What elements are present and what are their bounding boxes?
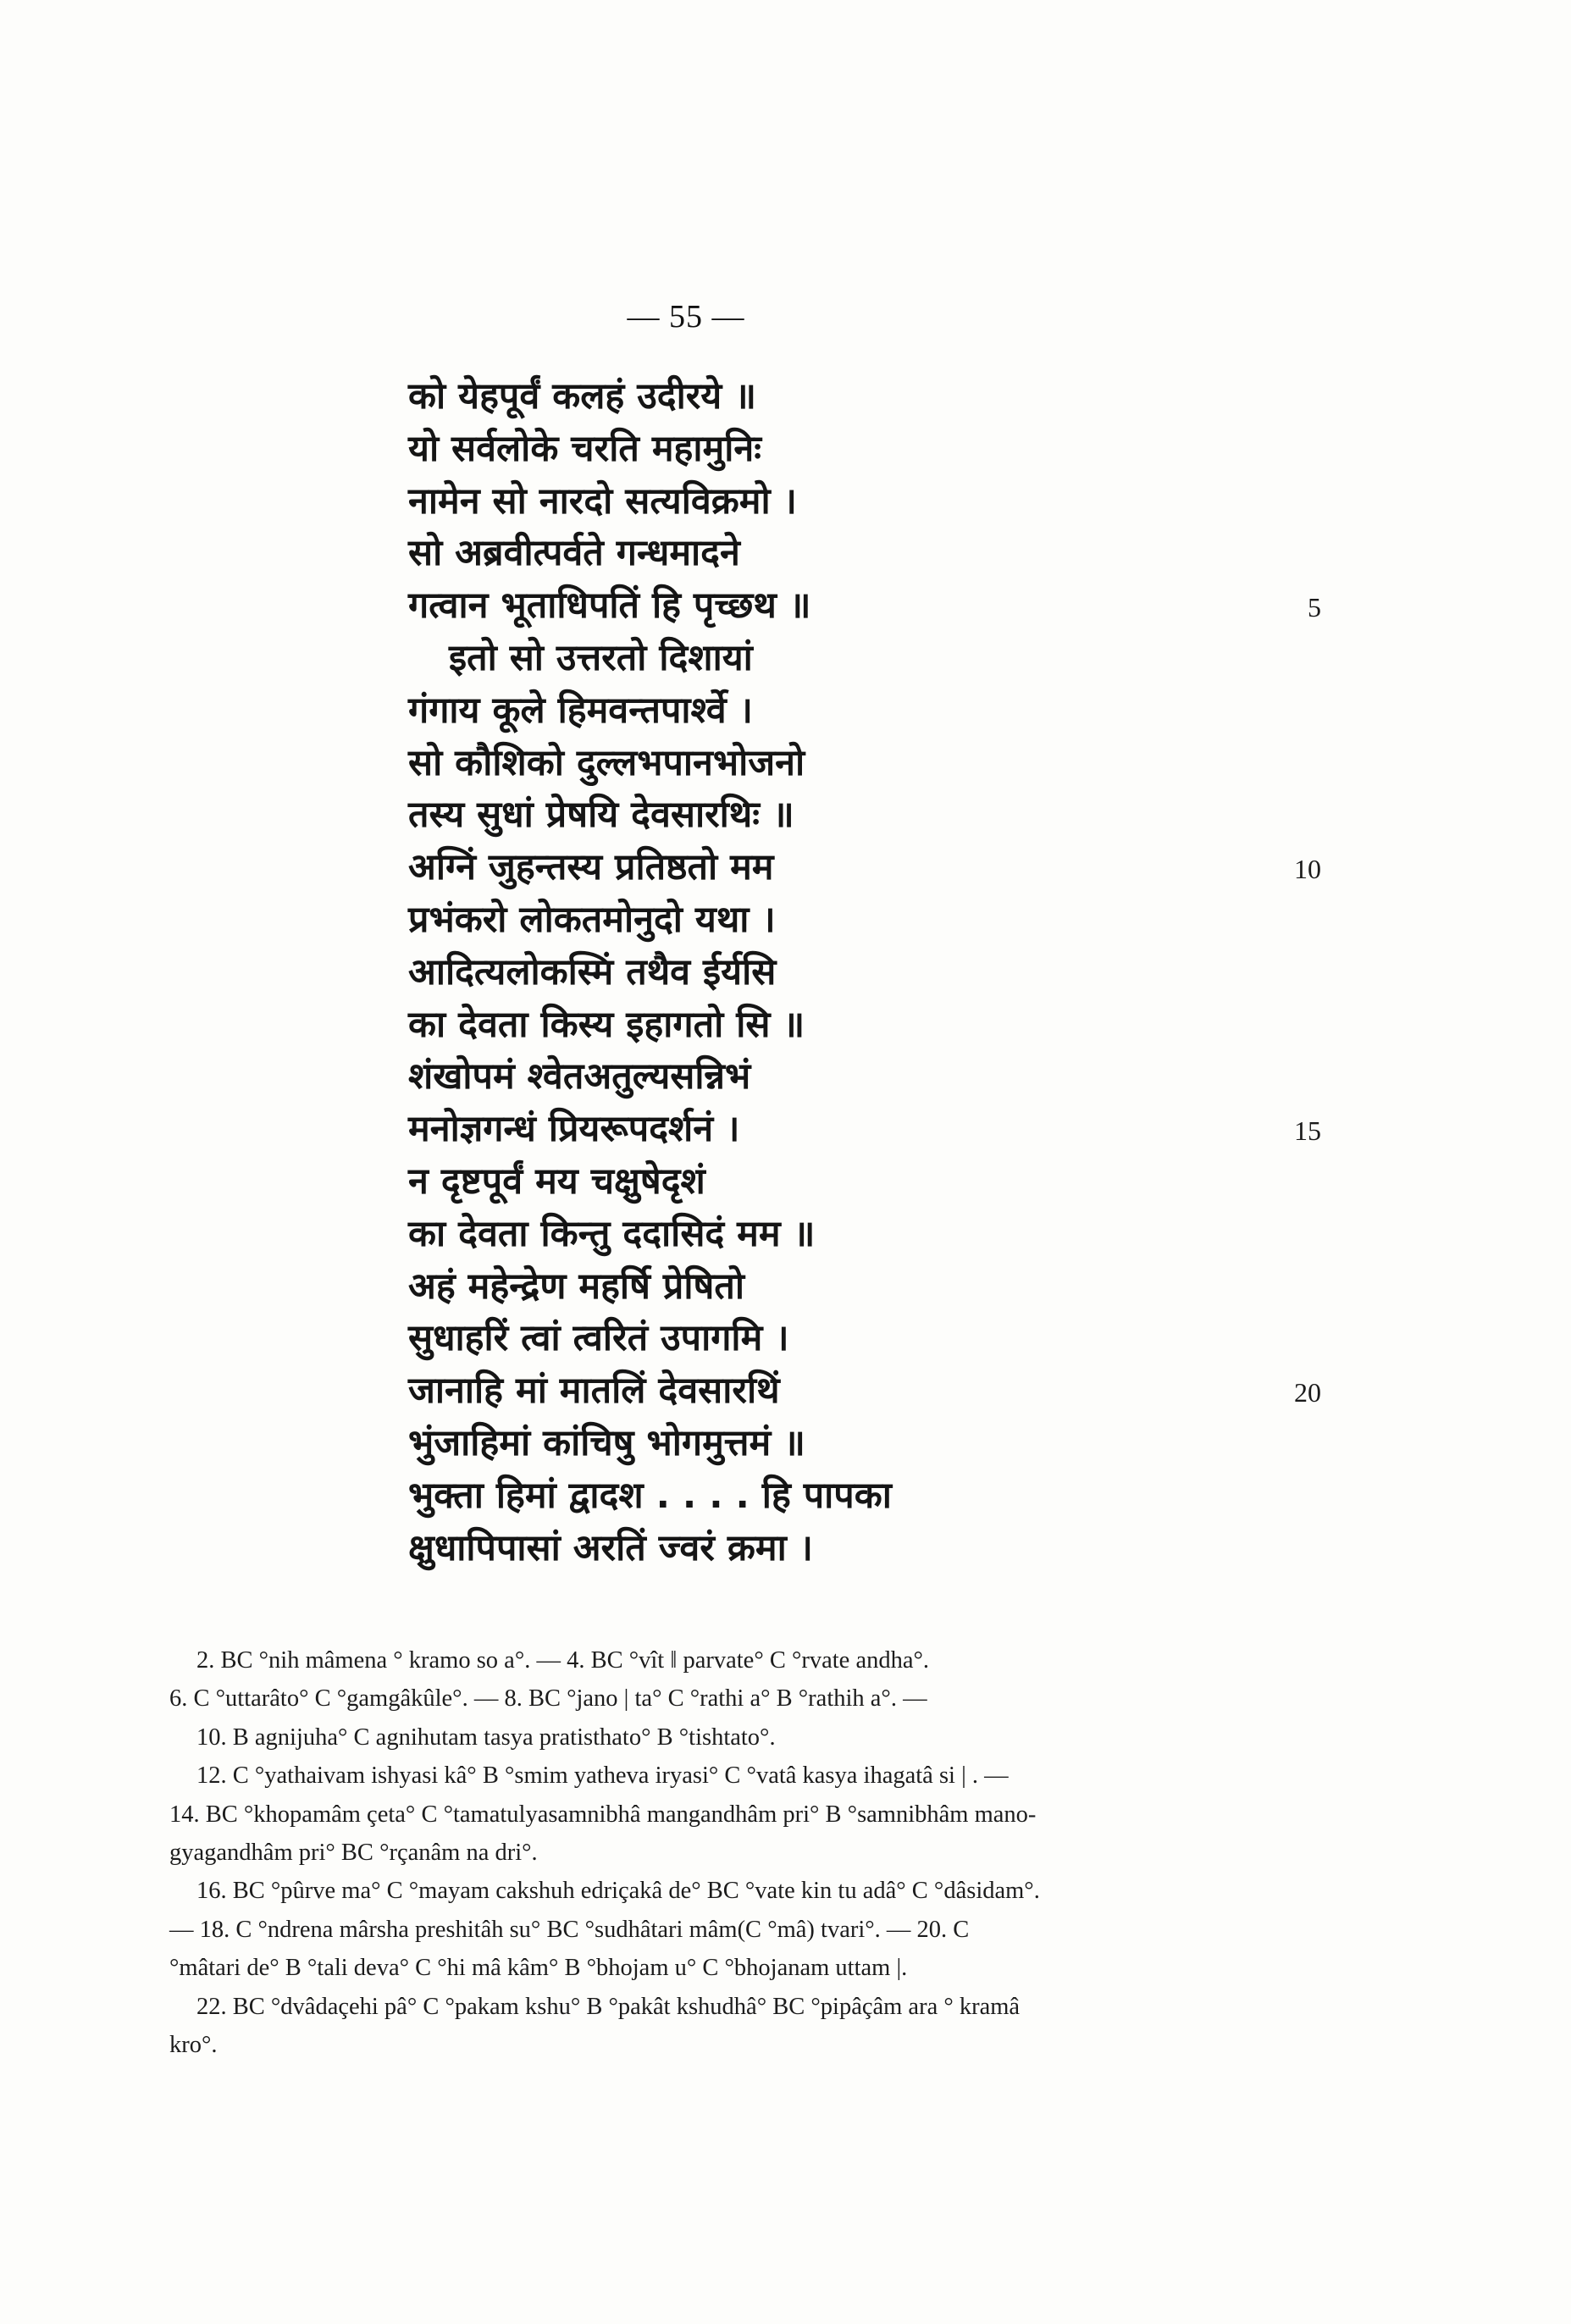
verse-line: प्रभंकरो लोकतमोनुदो यथा । (408, 898, 776, 941)
footnote-line: 6. C °uttarâto° C °gamgâkûle°. — 8. BC °jano | ta° C °rathi a° B °rathih a°. — (169, 1685, 927, 1713)
verse-line: को येहपूर्वं कलहं उदीरये ॥ (408, 375, 756, 418)
verse-line: शंखोपमं श्वेतअतुल्यसन्निभं (408, 1055, 751, 1098)
line-number-marker: 10 (1294, 854, 1321, 885)
footnote-line: 10. B agnijuha° C agnihutam tasya pratisthato° B °tishtato°. (196, 1724, 776, 1751)
verse-line: तस्य सुधां प्रेषयि देवसारथिः ॥ (408, 794, 794, 837)
verse-line: आदित्यलोकस्मिं तथैव ईर्यसि (408, 950, 777, 993)
verse-line: न दृष्टपूर्वं मय चक्षुषेदृशं (408, 1159, 705, 1203)
verse-line: इतो सो उत्तरतो दिशायां (449, 636, 753, 679)
footnote-line: 14. BC °khopamâm çeta° C °tamatulyasamnibhâ mangandhâm pri° B °samnibhâm mano- (169, 1801, 1037, 1828)
footnote-line: 2. BC °nih mâmena ° kramo so a°. — 4. BC °vît ‖ parvate° C °rvate andha°. (196, 1647, 930, 1674)
footnote-line: 16. BC °pûrve ma° C °mayam cakshuh edriçakâ de° BC °vate kin tu adâ° C °dâsidam°. (196, 1878, 1040, 1905)
footnote-line: gyagandhâm pri° BC °rçanâm na dri°. (169, 1839, 538, 1866)
verse-line: सो कौशिको दुल्लभपानभोजनो (408, 741, 805, 784)
verse-block (408, 371, 1103, 1574)
verse-line: का देवता किन्तु ददासिदं मम ॥ (408, 1212, 816, 1255)
footnote-line: 12. C °yathaivam ishyasi kâ° B °smim yatheva iryasi° C °vatâ kasya ihagatâ si | . — (196, 1762, 1009, 1790)
verse-line: मनोज्ञगन्धं प्रियरूपदर्शनं । (408, 1108, 740, 1151)
verse-line: भुक्ता हिमां द्वादश . . . . हि पापका (408, 1474, 892, 1517)
verse-line: क्षुधापिपासां अरतिं ज्वरं क्रमा । (408, 1526, 813, 1569)
footnote-line: — 18. C °ndrena mârsha preshitâh su° BC °sudhâtari mâm(C °mâ) tvari°. — 20. C (169, 1916, 970, 1943)
footnote-line: kro°. (169, 2031, 218, 2058)
footnote-line: 22. BC °dvâdaçehi pâ° C °pakam kshu° B °pakât kshudhâ° BC °pipâçâm ara ° kramâ (196, 1993, 1021, 2020)
verse-line: अहं महेन्द्रेण महर्षि प्रेषितो (408, 1264, 744, 1308)
verse-line: सुधाहरिं त्वां त्वरितं उपागमि । (408, 1317, 789, 1360)
line-number-marker: 20 (1294, 1377, 1321, 1408)
verse-line: यो सर्वलोके चरति महामुनिः (408, 427, 761, 470)
page-number: — 55 — (627, 299, 745, 335)
verse-line: अग्निं जुहन्तस्य प्रतिष्ठतो मम (408, 846, 774, 889)
verse-line: नामेन सो नारदो सत्यविक्रमो । (408, 479, 797, 523)
line-number-marker: 15 (1294, 1115, 1321, 1147)
verse-line: जानाहि मां मातलिं देवसारथिं (408, 1370, 780, 1413)
verse-line: भुंजाहिमां कांचिषु भोगमुत्तमं ॥ (408, 1421, 805, 1464)
verse-line: का देवता किस्य इहागतो सि ॥ (408, 1003, 805, 1046)
footnotes (169, 1641, 1270, 2064)
footnote-line: °mâtari de° B °tali deva° C °hi mâ kâm° B °bhojam u° C °bhojanam uttam |. (169, 1955, 908, 1982)
verse-line: गत्वान भूताधिपतिं हि पृच्छथ ॥ (408, 584, 811, 628)
verse-line: गंगाय कूले हिमवन्तपार्श्वे । (408, 689, 753, 732)
line-number-marker: 5 (1308, 592, 1321, 623)
verse-line: सो अब्रवीत्पर्वते गन्धमादने (408, 532, 740, 575)
